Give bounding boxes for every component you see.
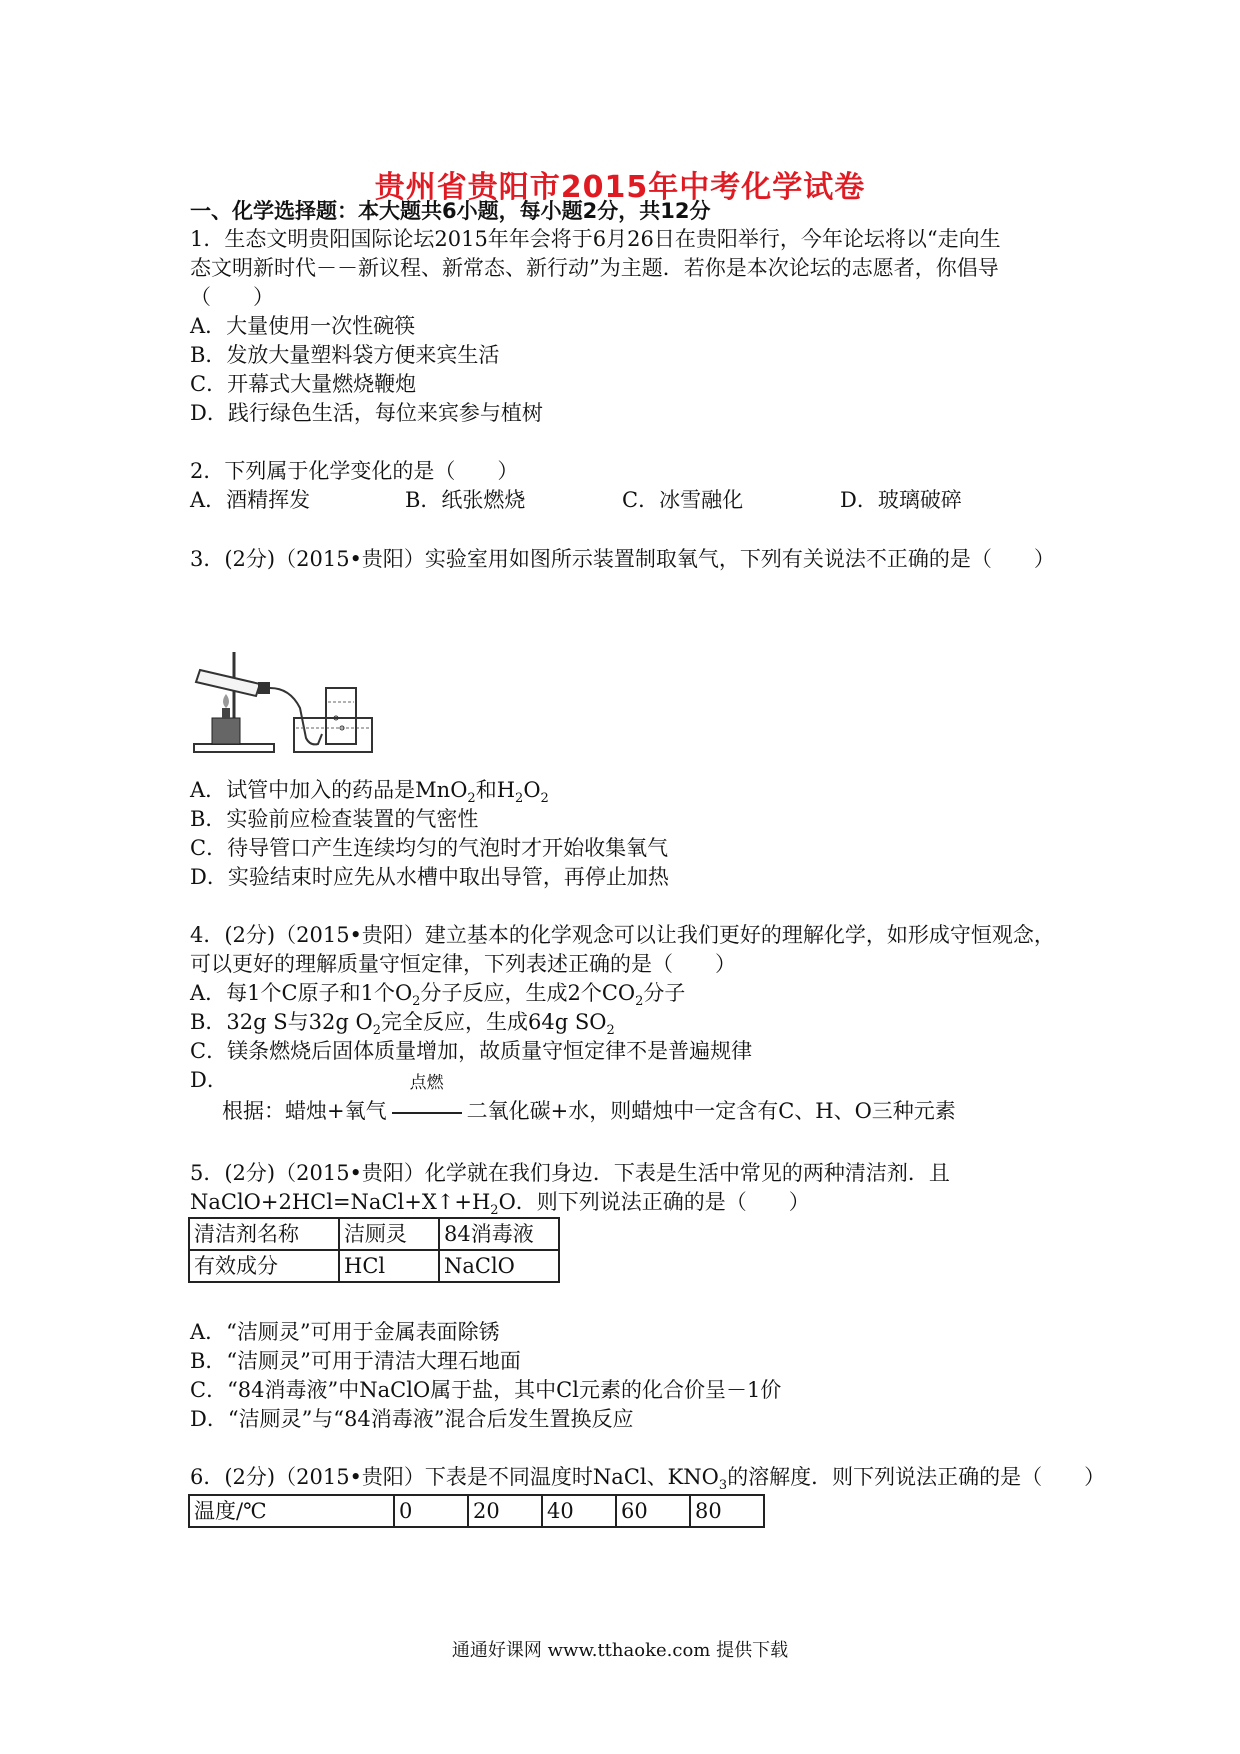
table-row xyxy=(189,1495,764,1527)
q6-stem-text: 的溶解度．则下列说法正确的是（ ） xyxy=(727,1465,1106,1489)
reaction-condition: 点燃 xyxy=(409,1073,444,1093)
q4-option-b-text: 完全反应，生成64g SO xyxy=(381,1010,607,1034)
subscript: 2 xyxy=(540,791,549,807)
q3-option-b: B．实验前应检查装置的气密性 xyxy=(190,807,479,831)
q4-option-a-text: 分子 xyxy=(643,981,686,1005)
q5-option-c: C．“84消毒液”中NaClO属于盐，其中Cl元素的化合价呈－1价 xyxy=(190,1378,782,1402)
subscript: 2 xyxy=(490,1203,499,1219)
q4-option-a-text: A．每1个C原子和1个O xyxy=(190,981,413,1005)
q3-stem: 3．(2分)（2015•贵阳）实验室用如图所示装置制取氧气，下列有关说法不正确的是（ ） xyxy=(190,547,1055,571)
table-cell: 0 xyxy=(394,1495,468,1527)
page-title: 贵州省贵阳市2015年中考化学试卷 xyxy=(374,170,866,205)
table-cell: NaClO xyxy=(439,1250,559,1282)
q3-option-a-text: A．试管中加入的药品是MnO xyxy=(190,778,468,802)
reaction-arrow xyxy=(387,1073,467,1126)
q3-option-d: D．实验结束时应先从水槽中取出导管，再停止加热 xyxy=(190,865,669,889)
page-footer: 通通好课网 www.tthaoke.com 提供下载 xyxy=(451,1640,789,1661)
q1-option-b: B．发放大量塑料袋方便来宾生活 xyxy=(190,343,500,367)
q3-option-c: C．待导管口产生连续均匀的气泡时才开始收集氧气 xyxy=(190,836,669,860)
q5-stem-line1: 5．(2分)（2015•贵阳）化学就在我们身边．下表是生活中常见的两种清洁剂．且 xyxy=(190,1161,950,1185)
table-row xyxy=(189,1250,559,1282)
q6-stem-text: 6．(2分)（2015•贵阳）下表是不同温度时NaCl、KNO xyxy=(190,1465,719,1489)
subscript: 2 xyxy=(372,1023,381,1039)
table-cell: 40 xyxy=(542,1495,616,1527)
table-cell: 84消毒液 xyxy=(439,1218,559,1250)
subscript: 2 xyxy=(515,791,524,807)
table-cell: HCl xyxy=(339,1250,439,1282)
subscript: 2 xyxy=(606,1023,615,1039)
q2-option-a: A．酒精挥发 xyxy=(190,488,311,512)
q2-stem: 2．下列属于化学变化的是（ ） xyxy=(190,459,519,483)
table-cell: 清洁剂名称 xyxy=(189,1218,339,1250)
solubility-table xyxy=(188,1494,765,1528)
subscript: 2 xyxy=(635,994,644,1010)
q4-option-d-text: 根据：蜡烛+氧气 xyxy=(222,1099,387,1123)
q3-option-a-text: O xyxy=(523,778,541,802)
section-heading: 一、化学选择题：本大题共6小题，每小题2分，共12分 xyxy=(190,199,711,223)
q3-option-a-text: 和H xyxy=(475,778,516,802)
q1-option-a: A．大量使用一次性碗筷 xyxy=(190,314,416,338)
q4-stem-line2: 可以更好的理解质量守恒定律，下列表述正确的是（ ） xyxy=(190,952,736,976)
q4-option-b-text: B．32g S与32g O xyxy=(190,1010,373,1034)
table-cell: 有效成分 xyxy=(189,1250,339,1282)
table-cell: 温度/℃ xyxy=(189,1495,394,1527)
q1-stem-line2: 态文明新时代－－新议程、新常态、新行动”为主题．若你是本次论坛的志愿者，你倡导 xyxy=(190,256,999,280)
q2-option-b: B．纸张燃烧 xyxy=(405,488,526,512)
q4-option-d xyxy=(222,1073,956,1126)
q1-option-d: D．践行绿色生活，每位来宾参与植树 xyxy=(190,401,543,425)
table-cell: 20 xyxy=(468,1495,542,1527)
table-row xyxy=(189,1218,559,1250)
q5-option-a: A．“洁厕灵”可用于金属表面除锈 xyxy=(190,1320,500,1344)
q4-option-a-text: 分子反应，生成2个CO xyxy=(420,981,636,1005)
q1-option-c: C．开幕式大量燃烧鞭炮 xyxy=(190,372,417,396)
q5-option-d: D．“洁厕灵”与“84消毒液”混合后发生置换反应 xyxy=(190,1407,634,1431)
q4-stem-line1: 4．(2分)（2015•贵阳）建立基本的化学观念可以让我们更好的理解化学，如形成守恒观念， xyxy=(190,923,1055,947)
subscript: 2 xyxy=(412,994,421,1010)
table-cell: 60 xyxy=(616,1495,690,1527)
q4-option-d-label: D． xyxy=(190,1068,228,1092)
q2-option-c: C．冰雪融化 xyxy=(622,488,744,512)
subscript: 3 xyxy=(718,1478,728,1494)
q2-option-d: D．玻璃破碎 xyxy=(840,488,962,512)
q5-equation: NaClO+2HCl=NaCl+X↑+H xyxy=(190,1190,491,1214)
oxygen-apparatus-figure xyxy=(190,648,420,758)
q5-stem-text: O．则下列说法正确的是（ ） xyxy=(498,1190,810,1214)
q1-stem-line1: 1．生态文明贵阳国际论坛2015年年会将于6月26日在贵阳举行，今年论坛将以“走向生 xyxy=(190,227,1001,251)
q4-option-c: C．镁条燃烧后固体质量增加，故质量守恒定律不是普遍规律 xyxy=(190,1039,753,1063)
cleaner-table xyxy=(188,1217,560,1283)
table-cell: 80 xyxy=(690,1495,764,1527)
q5-option-b: B．“洁厕灵”可用于清洁大理石地面 xyxy=(190,1349,521,1373)
table-cell: 洁厕灵 xyxy=(339,1218,439,1250)
subscript: 2 xyxy=(467,791,476,807)
q1-stem-line3: （ ） xyxy=(190,285,274,309)
q4-option-d-text: 二氧化碳+水，则蜡烛中一定含有C、H、O三种元素 xyxy=(466,1099,956,1123)
